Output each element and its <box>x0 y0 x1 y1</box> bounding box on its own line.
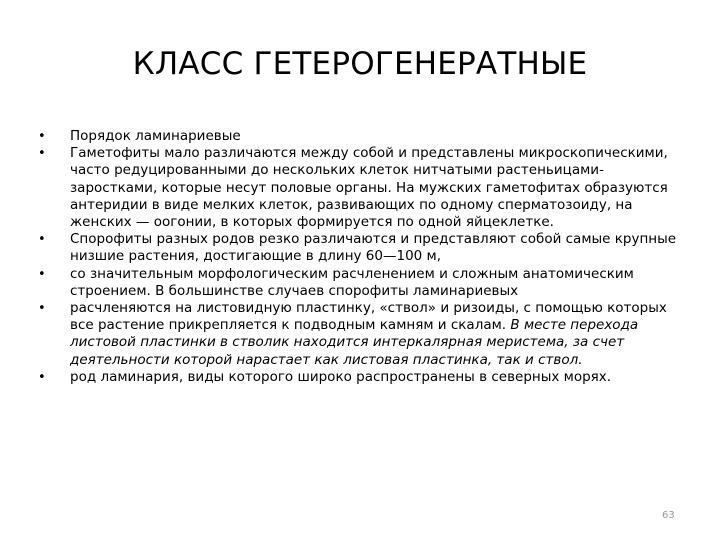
bullet-text <box>70 300 667 368</box>
bullet-item-5 <box>38 300 678 369</box>
bullet-dot-icon: • <box>38 232 46 248</box>
page-number: 63 <box>662 510 675 521</box>
bullet-item-1 <box>38 128 678 145</box>
slide-title: КЛАСС ГЕТЕРОГЕНЕРАТНЫЕ <box>132 46 588 82</box>
bullet-dot-icon: • <box>38 129 46 144</box>
bullet-dot-icon: • <box>38 146 46 162</box>
bullet-dot-icon: • <box>38 369 46 385</box>
bullet-text: Гаметофиты мало различаются между собой и представлены микроскопическими, часто редуцированными до нескольких клеток нитчатыми растеньицами-заростками, которые несут половые органы. На мужских гаметофитах образуются антеридии в виде мелких клеток, развивающих по одному сперматозоиду, на женских — оогонии, в которых формируется по одной яйцеклетке. <box>70 145 668 231</box>
bullet-dot-icon: • <box>38 266 46 282</box>
bullet-list <box>38 128 678 386</box>
bullet-text: со значительным морфологическим расчленением и сложным анатомическим строением. В большинстве случаев спорофиты ламинариевых <box>70 265 634 299</box>
bullet-text: Порядок ламинариевые <box>70 128 241 144</box>
bullet-text: род ламинария, виды которого широко распространены в северных морях. <box>70 368 612 385</box>
bullet-text-italic: В месте перехода листовой пластинки в стволик находится интеркалярная меристема, за счет деятельности которой нарастает как листовая пластинка, так и ствол. <box>70 317 639 368</box>
bullet-dot-icon: • <box>38 301 46 317</box>
bullet-item-2 <box>38 145 678 231</box>
bullet-text: Спорофиты разных родов резко различаются и представляют собой самые крупные низшие растения, достигающие в длину 60—100 м, <box>70 231 677 265</box>
bullet-item-4 <box>38 266 678 300</box>
bullet-item-6 <box>38 369 678 386</box>
bullet-item-3 <box>38 231 678 265</box>
bullet-text-regular: расчленяются на листовидную пластинку, «ствол» и ризоиды, с помощью которых все растение прикрепляется к подводным камням и скалам. <box>70 300 667 334</box>
